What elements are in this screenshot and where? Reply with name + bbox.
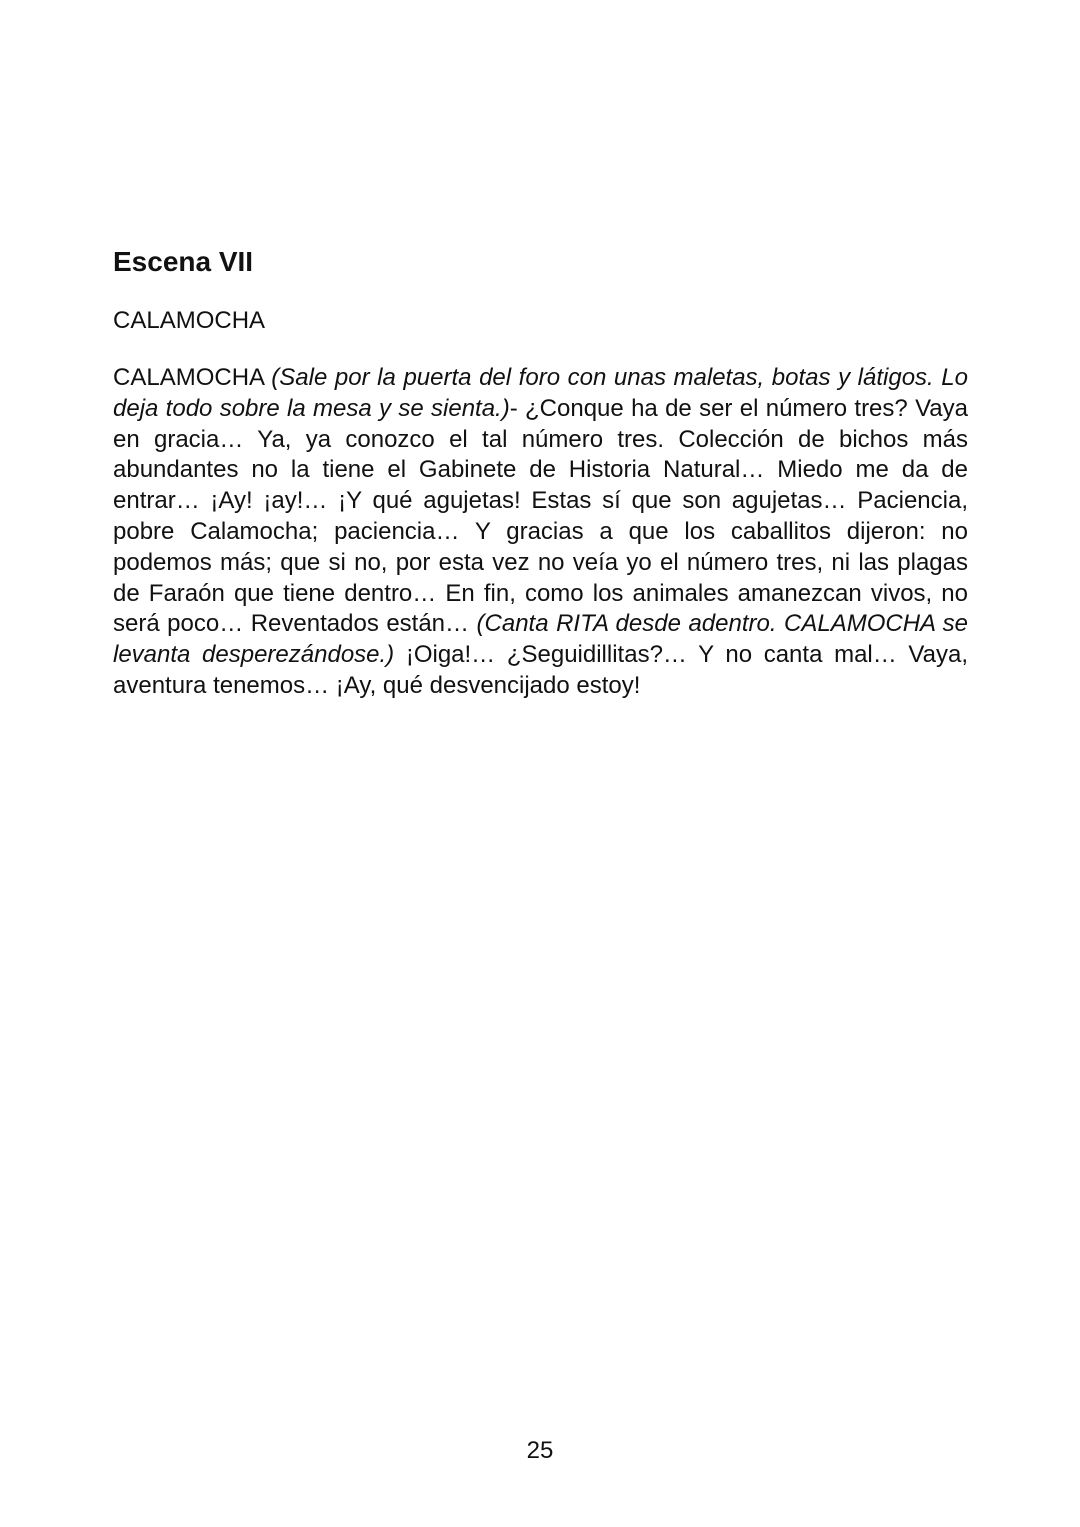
scene-heading: Escena VII <box>113 246 254 277</box>
speech-paragraph <box>113 363 968 702</box>
speech-text: ¡Oiga!… ¿Seguidillitas?… Y no canta mal… Vaya, aventura tenemos… ¡Ay, qué desvencijado estoy! <box>113 641 968 699</box>
page-number: 25 <box>526 1437 554 1464</box>
speech-text: - ¿Conque ha de ser el número tres? Vaya en gracia… Ya, ya conozco el tal número tres. Colección de bichos más abundantes no la tiene el Gabinete de Historia Natural… Miedo me da de entrar… ¡Ay! ¡ay!… ¡Y qué agujetas! Estas sí que son agujetas… Paciencia, pobre Calamocha; paciencia… Y gracias a que los caballitos dijeron: no podemos más; que si no, por esta vez no veía yo el número tres, ni las plagas de Faraón que tiene dentro… En fin, como los animales amanezcan vivos, no será poco… Reventados están… <box>113 394 968 638</box>
speaker-name: CALAMOCHA <box>113 364 264 391</box>
stage-direction: (Sale por la puerta del foro con unas maletas, botas y látigos. Lo deja todo sobre la mesa y se sienta.) <box>113 364 969 422</box>
scene-characters: CALAMOCHA <box>113 307 266 334</box>
stage-direction: (Canta RITA desde adentro. CALAMOCHA se levanta desperezándose.) <box>113 610 969 669</box>
